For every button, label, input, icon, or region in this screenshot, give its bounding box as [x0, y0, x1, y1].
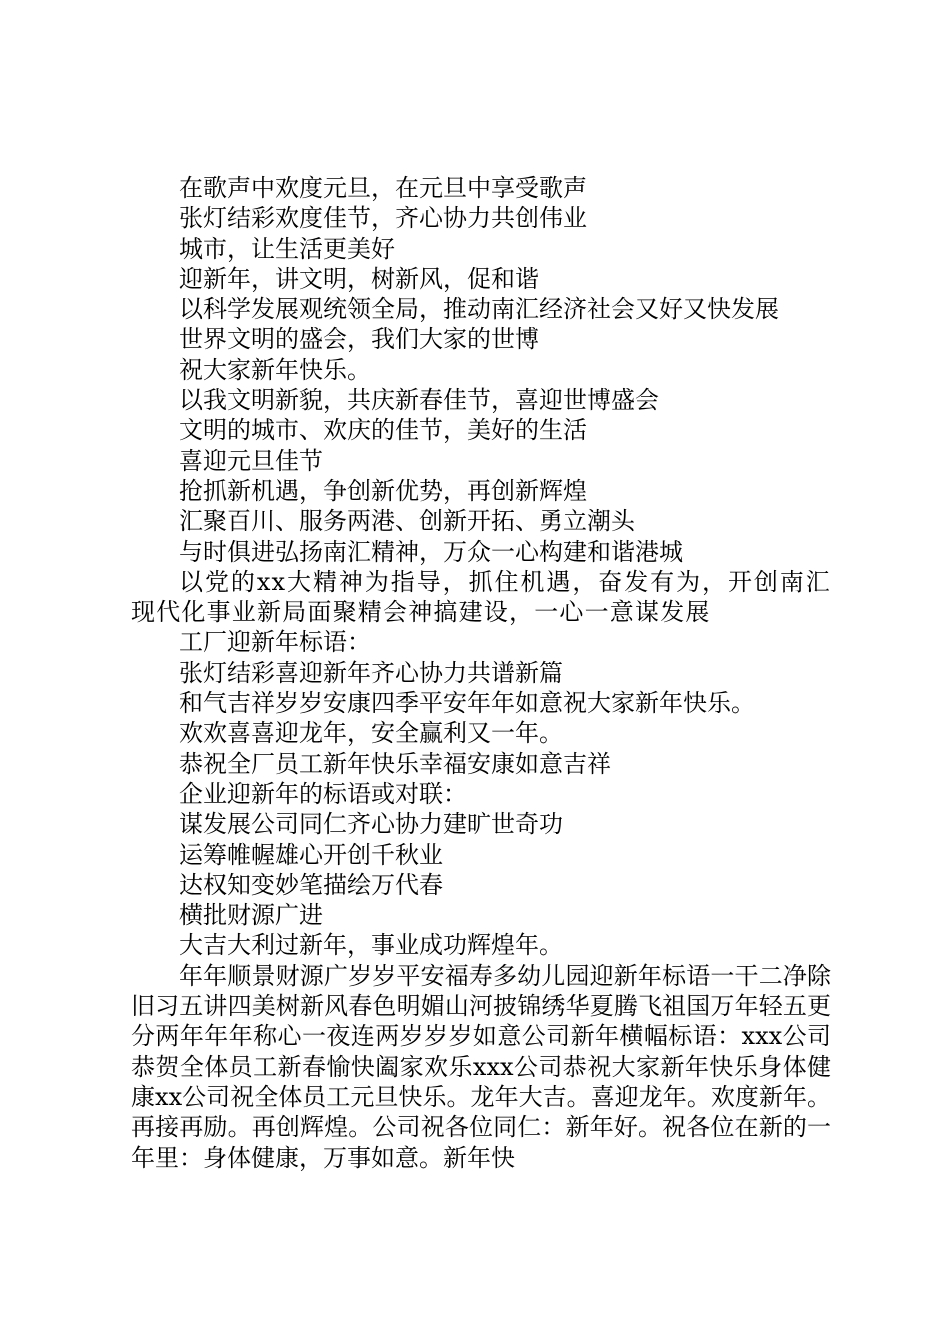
paragraph-18: 欢欢喜喜迎龙年，安全赢利又一年。 — [179, 719, 563, 748]
paragraph-20: 企业迎新年的标语或对联： — [179, 779, 467, 808]
paragraph-24: 横批财源广进 — [179, 901, 323, 930]
paragraph-9: 文明的城市、欢庆的佳节，美好的生活 — [179, 416, 587, 445]
paragraph-12: 汇聚百川、服务两港、创新开拓、勇立潮头 — [179, 507, 635, 536]
paragraph-21: 谋发展公司同仁齐心协力建旷世奇功 — [179, 810, 563, 839]
paragraph-25: 大吉大利过新年，事业成功辉煌年。 — [179, 931, 563, 960]
paragraph-15: 工厂迎新年标语： — [179, 628, 371, 657]
paragraph-5: 以科学发展观统领全局，推动南汇经济社会又好又快发展 — [179, 295, 779, 324]
paragraph-10: 喜迎元旦佳节 — [179, 446, 323, 475]
paragraph-2: 张灯结彩欢度佳节，齐心协力共创伟业 — [179, 204, 587, 233]
paragraph-4: 迎新年，讲文明，树新风，促和谐 — [179, 264, 539, 293]
paragraph-14: 以党的xx大精神为指导，抓住机遇，奋发有为，开创南汇现代化事业新局面聚精会神搞建设，一心一意谋发展 — [131, 567, 831, 627]
paragraph-19: 恭祝全厂员工新年快乐幸福安康如意吉祥 — [179, 749, 611, 778]
paragraph-1: 在歌声中欢度元旦，在元旦中享受歌声 — [179, 174, 587, 202]
paragraph-22: 运筹帷幄雄心开创千秋业 — [179, 840, 443, 869]
paragraph-13: 与时俱进弘扬南汇精神，万众一心构建和谐港城 — [179, 537, 683, 566]
paragraph-3: 城市，让生活更美好 — [179, 234, 395, 263]
paragraph-16: 张灯结彩喜迎新年齐心协力共谱新篇 — [179, 658, 563, 687]
paragraph-7: 祝大家新年快乐。 — [179, 355, 371, 384]
paragraph-26: 年年顺景财源广岁岁平安福寿多幼儿园迎新年标语一干二净除旧习五讲四美树新风春色明媚山河披锦绣华夏腾飞祖国万年轻五更分两年年年称心一夜连两岁岁岁如意公司新年横幅标语：xxx公司恭贺全体员工新春愉快阖家欢乐xxx公司恭祝大家新年快乐身体健康xx公司祝全体员工元旦快乐。龙年大吉。喜迎龙年。欢度新年。再接再励。再创辉煌。公司祝各位同仁：新年好。祝各位在新的一年里：身体健康，万事如意。新年快 — [131, 961, 831, 1172]
paragraph-23: 达权知变妙笔描绘万代春 — [179, 870, 443, 899]
paragraph-11: 抢抓新机遇，争创新优势，再创新辉煌 — [179, 476, 587, 505]
document-body — [131, 173, 831, 1173]
paragraph-8: 以我文明新貌，共庆新春佳节，喜迎世博盛会 — [179, 386, 659, 415]
paragraph-17: 和气吉祥岁岁安康四季平安年年如意祝大家新年快乐。 — [179, 689, 755, 718]
paragraph-6: 世界文明的盛会，我们大家的世博 — [179, 325, 539, 354]
